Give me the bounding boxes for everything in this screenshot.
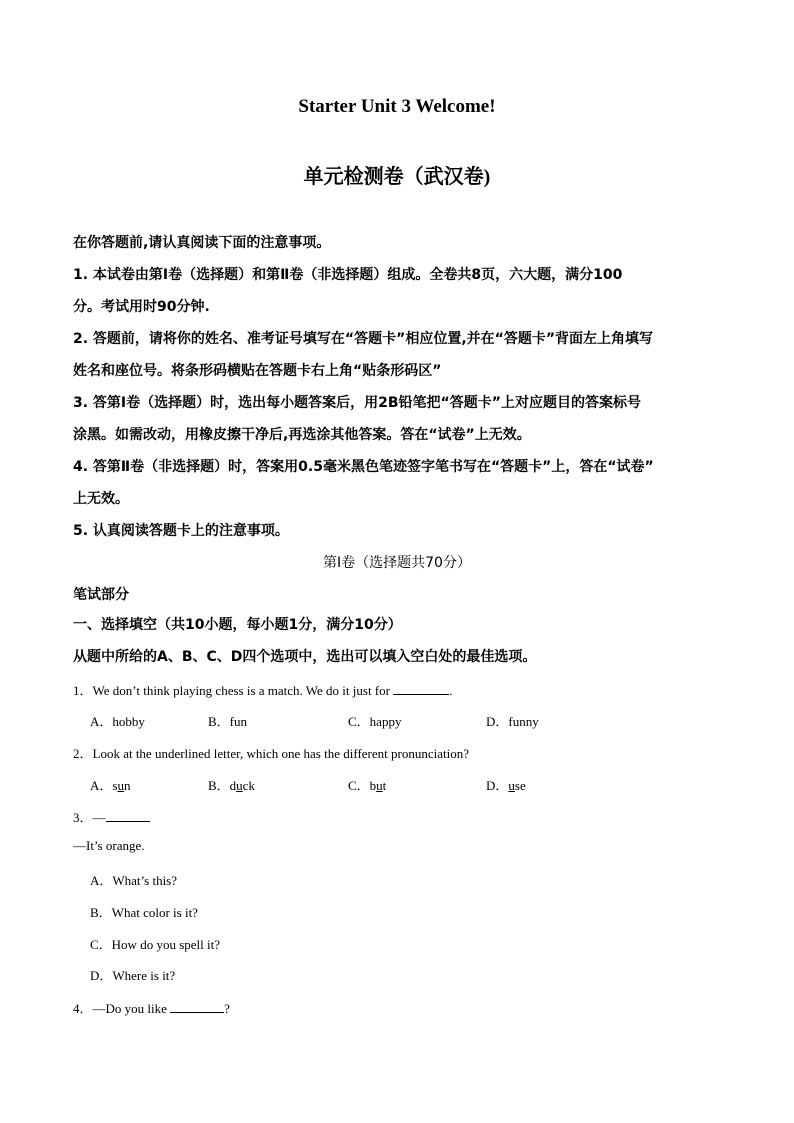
answer-blank — [393, 682, 449, 695]
instruction-5: 5. 认真阅读答题卡上的注意事项。 — [73, 523, 289, 539]
question-2-option-d: D．use — [486, 778, 526, 793]
question-2-option-a: A．sun — [90, 778, 131, 793]
instruction-3-line-2: 涂黑。如需改动，用橡皮擦干净后,再选涂其他答案。答在“试卷”上无效。 — [73, 427, 531, 443]
question-3-text: 3．— — [73, 810, 106, 825]
instruction-2-line-2: 姓名和座位号。将条形码横贴在答题卡右上角“贴条形码区” — [73, 363, 442, 379]
question-2-option-b: B．duck — [208, 778, 255, 793]
written-section-label: 笔试部分 — [73, 587, 129, 603]
instruction-1-line-1: 1. 本试卷由第Ⅰ卷（选择题）和第Ⅱ卷（非选择题）组成。全卷共8页，六大题，满分100 — [73, 267, 623, 283]
instruction-2-line-1: 2. 答题前，请将你的姓名、准考证号填写在“答题卡”相应位置,并在“答题卡”背面左上角填写 — [73, 331, 654, 347]
instruction-1-line-2: 分。考试用时90分钟. — [73, 299, 210, 315]
page-subtitle: 单元检测卷（武汉卷) — [303, 166, 491, 188]
question-1-text: 1．We don’t think playing chess is a match. We do it just for — [73, 683, 390, 698]
question-1-option-b: B．fun — [208, 714, 248, 729]
question-3-option-b: B．What color is it? — [90, 905, 198, 920]
question-1-option-d: D．funny — [486, 714, 539, 729]
question-3-option-c: C．How do you spell it? — [90, 937, 220, 952]
page-title: Starter Unit 3 Welcome! — [298, 96, 496, 117]
question-3-option-d: D．Where is it? — [90, 968, 176, 983]
instructions-intro: 在你答题前,请认真阅读下面的注意事项。 — [73, 235, 331, 251]
question-4-end: ? — [224, 1001, 230, 1016]
question-3-stem — [73, 807, 150, 826]
part-1-heading: 第Ⅰ卷（选择题共70分） — [323, 555, 471, 571]
question-4-stem — [73, 998, 230, 1017]
instruction-4-line-1: 4. 答第Ⅱ卷（非选择题）时，答案用0.5毫米黑色笔迹签字笔书写在“答题卡”上，答在“试卷” — [73, 459, 654, 475]
answer-blank — [170, 1000, 224, 1013]
question-2-stem: 2．Look at the underlined letter, which one has the different pronunciation? — [73, 746, 469, 761]
question-1-end: . — [449, 683, 453, 698]
question-2-option-c: C．but — [348, 778, 387, 793]
instruction-3-line-1: 3. 答第Ⅰ卷（选择题）时，选出每小题答案后，用2B铅笔把“答题卡”上对应题目的答案标号 — [73, 395, 641, 411]
section-1-heading: 一、选择填空（共10小题，每小题1分，满分10分） — [73, 617, 402, 633]
instruction-4-line-2: 上无效。 — [73, 491, 129, 507]
question-3-option-a: A．What’s this? — [90, 873, 178, 888]
answer-blank — [106, 809, 150, 822]
question-4-text: 4．—Do you like — [73, 1001, 167, 1016]
question-1-option-c: C．happy — [348, 714, 402, 729]
question-1-option-a: A．hobby — [90, 714, 145, 729]
question-3-reply: —It’s orange. — [73, 838, 145, 853]
question-1-stem — [73, 680, 452, 699]
section-1-directions: 从题中所给的A、B、C、D四个选项中，选出可以填入空白处的最佳选项。 — [73, 649, 537, 665]
